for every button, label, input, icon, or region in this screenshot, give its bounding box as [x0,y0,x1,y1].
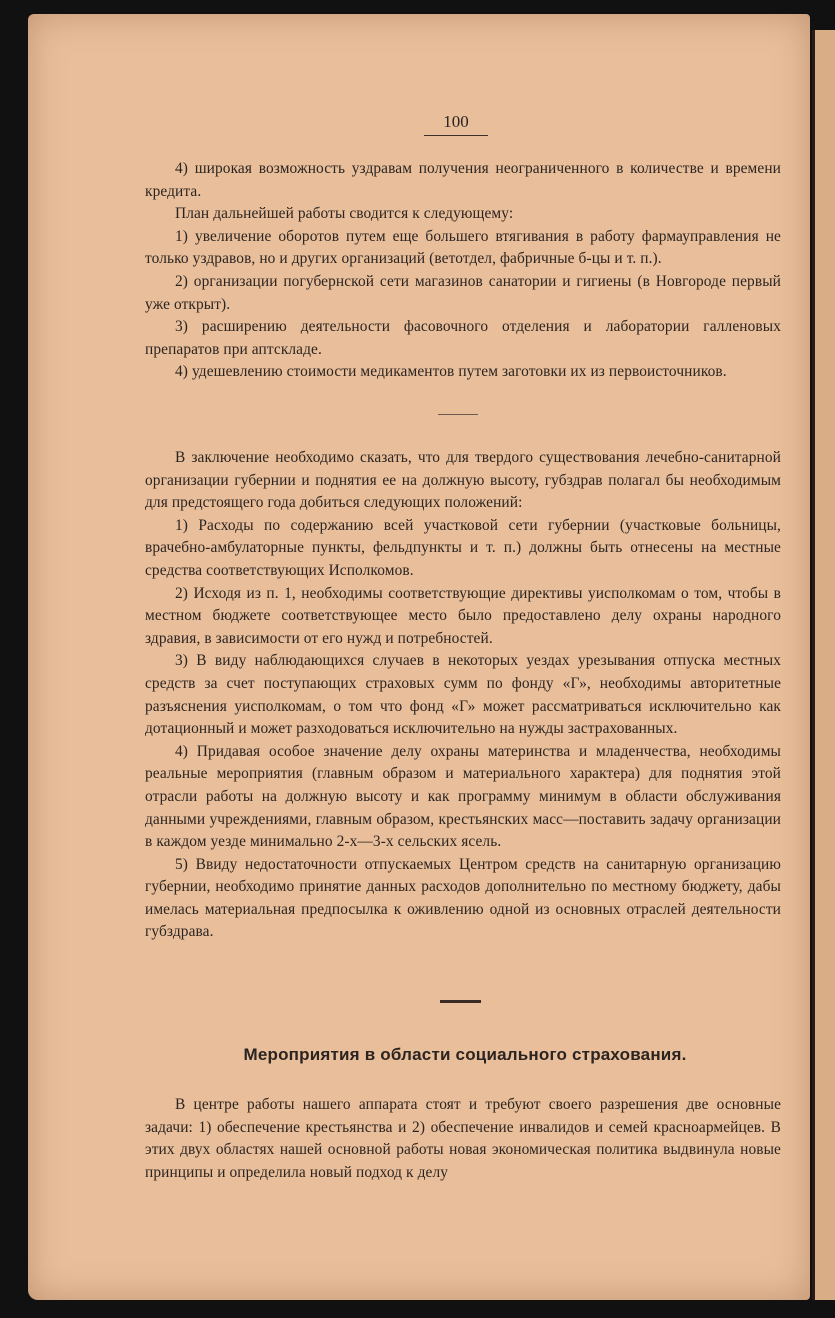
section-divider [438,414,478,415]
paragraph: В центре работы нашего аппарата стоят и требуют своего разрешения две основные задачи: 1) обеспечение крестьянства и 2) обеспечение инвалидов и семей красноармейцев. В этих двух областях нашей основной работы новая экономическая политика выдвинула новые принципы и определила новый подход к делу [145,1096,781,1181]
paragraph: 3) расширению деятельности фасовочного отделения и лаборатории галленовых препаратов при аптскладе. [145,318,781,358]
conclusion-section [145,447,781,944]
paragraph: 1) увеличение оборотов путем еще большего втягивания в работу фармауправления не только уздравов, но и других организаций (ветотдел, фабричные б-цы и т. п.). [145,227,781,268]
paragraph: 4) широкая возможность уздравам получения неограниченного в количестве и времени кредита. [145,160,781,200]
paragraph: 1) Расходы по содержанию всей участковой сети губернии (участковые больницы, врачебно-амбулаторные пункты, фельдпункты и т. п.) должны быть отнесены на местные средства соответствующих Исполкомов. [145,516,781,579]
paragraph: План дальнейшей работы сводится к следующему: [175,205,514,223]
paragraph: В заключение необходимо сказать, что для твердого существования лечебно-санитарной организации губернии и поднятия ее на должную высоту, губздрав полагал бы необходимым для предстоящего года добиться следующих положений: [145,449,781,512]
social-insurance-section [145,1094,781,1184]
page-number: 100 [424,112,488,136]
plan-section [145,158,781,384]
section-heading: Мероприятия в области социального страхования. [243,1045,687,1064]
paragraph: 3) В виду наблюдающихся случаев в некоторых уездах урезывания отпуска местных средств за счет поступающих страховых сумм по фонду «Г», необходимы авторитетные разъяснения уисполкомам, о том что фонд «Г» может рассматриваться исключительно как дотационный и может разходоваться исключительно на нужды застрахованных. [145,652,781,738]
paragraph: 4) удешевлению стоимости медикаментов путем заготовки их из первоисточников. [175,363,727,381]
paragraph: 5) Ввиду недостаточности отпускаемых Центром средств на санитарную организацию губернии, необходимо принятие данных расходов дополнительно по местному бюджету, дабы имелась материальная предпосылка к оживлению одной из основных отраслей деятельности губздрава. [145,855,781,941]
paragraph: 4) Придавая особое значение делу охраны материнства и младенчества, необходимы реальные мероприятия (главным образом и материального характера) для поднятия этой отрасли работы на должную высоту и как программу минимум в области обслуживания данными учреждениями, главным образом, крестьянских масс—поставить задачу организации в каждом уезде минимально 2-х—3-х сельских ясель. [145,742,781,851]
section-divider [440,1000,481,1003]
paragraph: 2) Исходя из п. 1, необходимы соответствующие директивы уисполкомам о том, чтобы в местном бюджете соответствующее место было предоставлено делу охраны народного здравия, в зависимости от его нужд и потребностей. [145,584,781,647]
paragraph: 2) организации погубернской сети магазинов санатории и гигиены (в Новгороде первый уже открыт). [145,272,781,313]
adjacent-page-edge [812,30,835,1300]
